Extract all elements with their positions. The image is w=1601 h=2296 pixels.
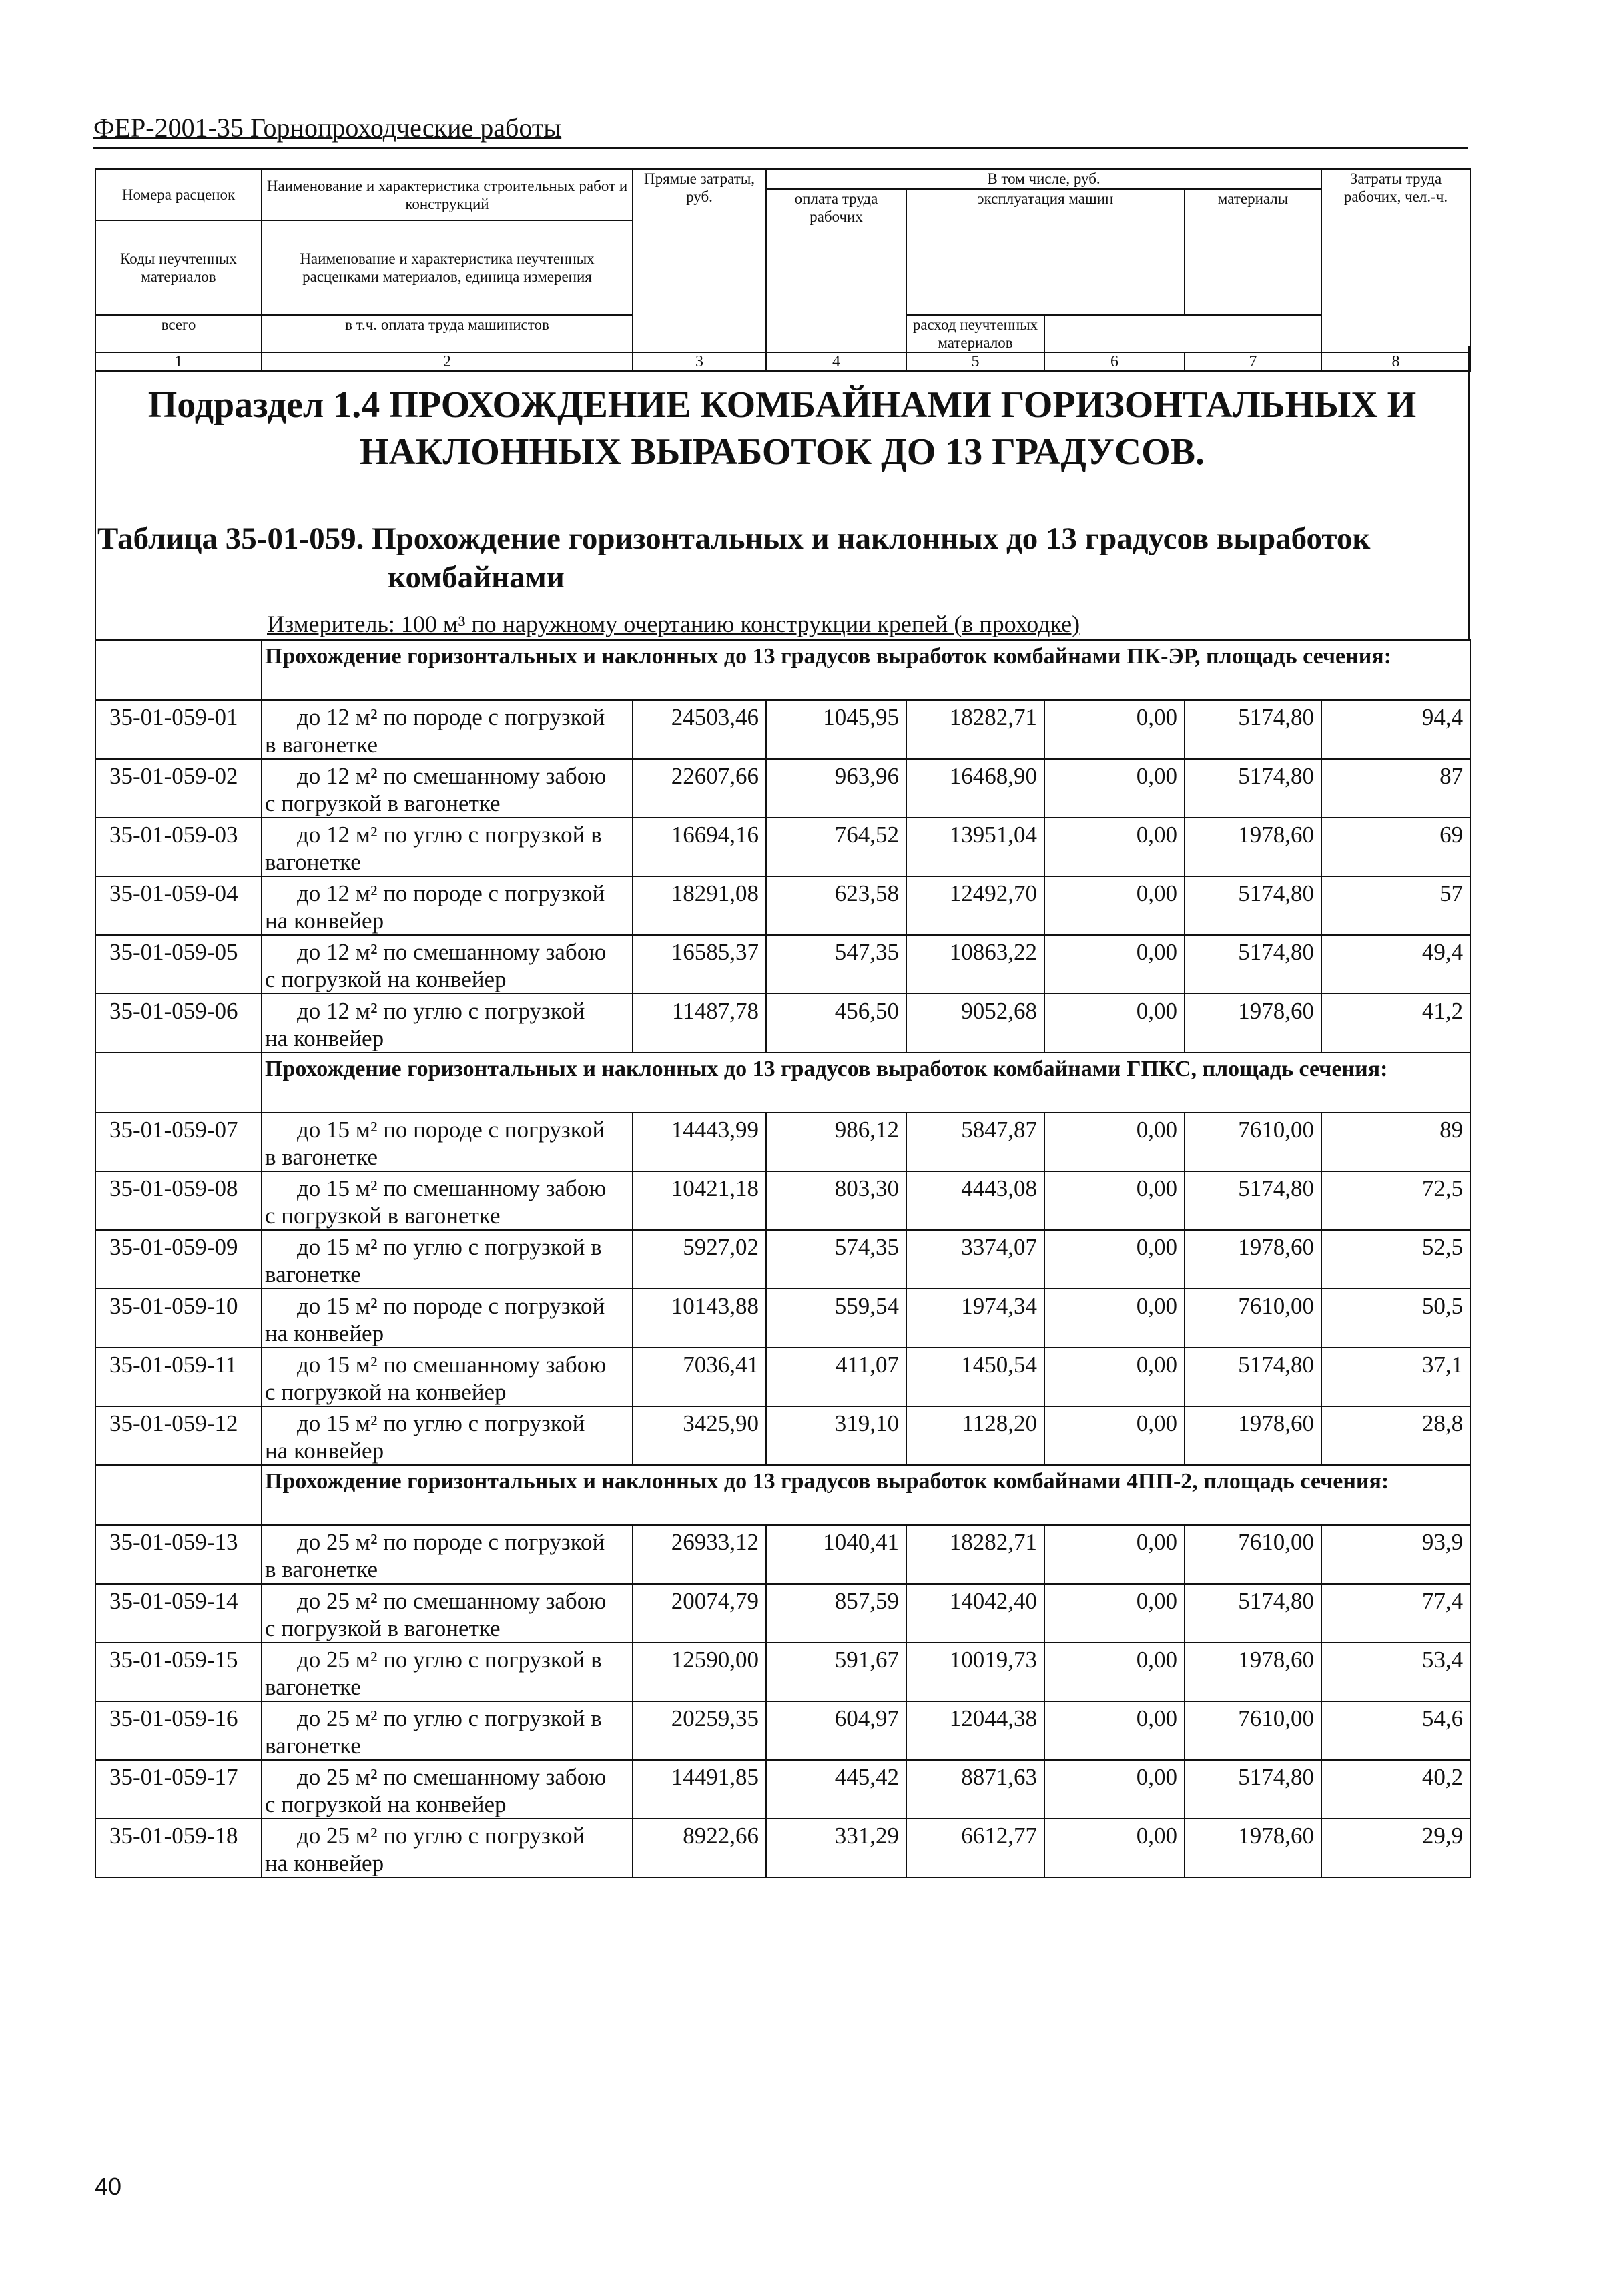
direct-cost: 14443,99 xyxy=(633,1113,766,1171)
machinist-labor-cost: 0,00 xyxy=(1044,1348,1185,1406)
work-description-line2: с погрузкой на конвейер xyxy=(265,1791,507,1817)
direct-cost: 3425,90 xyxy=(633,1406,766,1465)
work-description-line2: с погрузкой на конвейер xyxy=(265,1379,507,1405)
direct-cost: 12590,00 xyxy=(633,1643,766,1701)
materials-cost: 5174,80 xyxy=(1185,935,1321,994)
direct-cost: 16585,37 xyxy=(633,935,766,994)
work-description-line1: до 15 м² по породе с погрузкой xyxy=(297,1117,605,1143)
direct-cost: 20259,35 xyxy=(633,1701,766,1760)
header-col7: расход неучтенных материалов xyxy=(906,315,1044,352)
labor-hours: 54,6 xyxy=(1321,1701,1470,1760)
machine-cost: 8871,63 xyxy=(906,1760,1044,1819)
materials-cost: 7610,00 xyxy=(1185,1525,1321,1584)
labor-cost: 803,30 xyxy=(766,1171,906,1230)
labor-hours: 50,5 xyxy=(1321,1289,1470,1348)
col-number: 4 xyxy=(766,352,906,371)
work-description-line2: на конвейер xyxy=(265,908,384,934)
labor-hours: 69 xyxy=(1321,818,1470,876)
machinist-labor-cost: 0,00 xyxy=(1044,1113,1185,1171)
col-number: 6 xyxy=(1044,352,1185,371)
rate-code: 35-01-059-15 xyxy=(95,1643,262,1701)
work-description-line1: до 25 м² по углю с погрузкой в xyxy=(297,1705,602,1731)
table-row xyxy=(95,1289,1470,1348)
blank-cell xyxy=(95,640,262,700)
direct-cost: 24503,46 xyxy=(633,700,766,759)
table-row xyxy=(95,1113,1470,1171)
rate-code: 35-01-059-16 xyxy=(95,1701,262,1760)
labor-hours: 41,2 xyxy=(1321,994,1470,1053)
work-description-line1: до 12 м² по углю с погрузкой xyxy=(297,998,585,1024)
materials-cost: 1978,60 xyxy=(1185,1230,1321,1289)
machinist-labor-cost: 0,00 xyxy=(1044,818,1185,876)
labor-cost: 1045,95 xyxy=(766,700,906,759)
machine-cost: 18282,71 xyxy=(906,700,1044,759)
table-row xyxy=(95,1584,1470,1643)
table-row xyxy=(95,700,1470,759)
header-group-materials: материалы xyxy=(1185,189,1321,315)
work-description-line1: до 15 м² по углю с погрузкой xyxy=(297,1410,585,1436)
work-description xyxy=(262,1171,633,1230)
table-row xyxy=(95,759,1470,818)
table-row xyxy=(95,1701,1470,1760)
machine-cost: 1974,34 xyxy=(906,1289,1044,1348)
work-description-line1: до 12 м² по породе с погрузкой xyxy=(297,704,605,730)
work-description xyxy=(262,1230,633,1289)
machinist-labor-cost: 0,00 xyxy=(1044,935,1185,994)
table-row xyxy=(95,876,1470,935)
machinist-labor-cost: 0,00 xyxy=(1044,1701,1185,1760)
header-col1 xyxy=(95,169,262,315)
group-row xyxy=(95,1465,1470,1525)
work-description xyxy=(262,1819,633,1878)
labor-hours: 72,5 xyxy=(1321,1171,1470,1230)
rate-code: 35-01-059-02 xyxy=(95,759,262,818)
rate-code: 35-01-059-11 xyxy=(95,1348,262,1406)
table-row xyxy=(95,1525,1470,1584)
work-description-line2: на конвейер xyxy=(265,1850,384,1876)
work-description-line2: с погрузкой в вагонетке xyxy=(265,790,501,816)
machine-cost: 1128,20 xyxy=(906,1406,1044,1465)
machine-cost: 10863,22 xyxy=(906,935,1044,994)
direct-cost: 26933,12 xyxy=(633,1525,766,1584)
direct-cost: 18291,08 xyxy=(633,876,766,935)
table-row xyxy=(95,818,1470,876)
work-description-line2: с погрузкой в вагонетке xyxy=(265,1203,501,1229)
page-number: 40 xyxy=(95,2173,122,2200)
work-description-line2: в вагонетке xyxy=(265,1144,378,1170)
table-row xyxy=(95,994,1470,1053)
work-description xyxy=(262,994,633,1053)
labor-cost: 857,59 xyxy=(766,1584,906,1643)
table-title-line1: Таблица 35-01-059. Прохождение горизонтальных и наклонных до 13 градусов выработок xyxy=(97,521,1371,556)
header-col5: всего xyxy=(95,315,262,352)
machine-cost: 18282,71 xyxy=(906,1525,1044,1584)
machinist-labor-cost: 0,00 xyxy=(1044,759,1185,818)
labor-hours: 49,4 xyxy=(1321,935,1470,994)
work-description xyxy=(262,818,633,876)
work-description xyxy=(262,1406,633,1465)
direct-cost: 14491,85 xyxy=(633,1760,766,1819)
running-header: ФЕР-2001-35 Горнопроходческие работы xyxy=(93,112,1468,149)
machine-cost: 6612,77 xyxy=(906,1819,1044,1878)
header-col2 xyxy=(262,169,633,315)
work-description xyxy=(262,1643,633,1701)
measurement-unit: Измеритель: 100 м³ по наружному очертанию конструкции крепей (в проходке) xyxy=(267,611,1080,637)
rate-code: 35-01-059-10 xyxy=(95,1289,262,1348)
machinist-labor-cost: 0,00 xyxy=(1044,1230,1185,1289)
machinist-labor-cost: 0,00 xyxy=(1044,700,1185,759)
work-description xyxy=(262,1525,633,1584)
header-col2-top: Наименование и характеристика строительных работ и конструкций xyxy=(262,170,632,221)
group-row xyxy=(95,640,1470,700)
machine-cost: 10019,73 xyxy=(906,1643,1044,1701)
work-description xyxy=(262,1760,633,1819)
materials-cost: 1978,60 xyxy=(1185,1406,1321,1465)
work-description-line2: на конвейер xyxy=(265,1320,384,1346)
work-description-line1: до 15 м² по смешанному забою xyxy=(297,1175,607,1201)
materials-cost: 5174,80 xyxy=(1185,700,1321,759)
materials-cost: 5174,80 xyxy=(1185,1171,1321,1230)
rate-code: 35-01-059-12 xyxy=(95,1406,262,1465)
labor-hours: 29,9 xyxy=(1321,1819,1470,1878)
labor-cost: 319,10 xyxy=(766,1406,906,1465)
work-description xyxy=(262,935,633,994)
work-description-line2: в вагонетке xyxy=(265,1556,378,1583)
table-row xyxy=(95,1171,1470,1230)
col-number: 7 xyxy=(1185,352,1321,371)
table-row xyxy=(95,1760,1470,1819)
direct-cost: 10421,18 xyxy=(633,1171,766,1230)
labor-cost: 764,52 xyxy=(766,818,906,876)
labor-cost: 623,58 xyxy=(766,876,906,935)
labor-hours: 57 xyxy=(1321,876,1470,935)
materials-cost: 7610,00 xyxy=(1185,1113,1321,1171)
group-row xyxy=(95,1053,1470,1113)
labor-hours: 89 xyxy=(1321,1113,1470,1171)
col-number: 1 xyxy=(95,352,262,371)
labor-cost: 604,97 xyxy=(766,1701,906,1760)
rate-code: 35-01-059-08 xyxy=(95,1171,262,1230)
header-col3: Прямые затраты, руб. xyxy=(633,169,766,352)
rate-code: 35-01-059-03 xyxy=(95,818,262,876)
rate-code: 35-01-059-13 xyxy=(95,1525,262,1584)
rates-table xyxy=(95,639,1471,1878)
work-description-line2: в вагонетке xyxy=(265,732,378,758)
materials-cost: 1978,60 xyxy=(1185,994,1321,1053)
machine-cost: 5847,87 xyxy=(906,1113,1044,1171)
machinist-labor-cost: 0,00 xyxy=(1044,994,1185,1053)
machinist-labor-cost: 0,00 xyxy=(1044,1289,1185,1348)
work-description-line2: с погрузкой в вагонетке xyxy=(265,1615,501,1641)
work-description-line1: до 15 м² по породе с погрузкой xyxy=(297,1293,605,1319)
group-title: Прохождение горизонтальных и наклонных до 13 градусов выработок комбайнами ПК-ЭР, площадь сечения: xyxy=(262,640,1470,700)
materials-cost: 5174,80 xyxy=(1185,1348,1321,1406)
col-number: 3 xyxy=(633,352,766,371)
direct-cost: 16694,16 xyxy=(633,818,766,876)
table-title xyxy=(97,519,1466,597)
rate-code: 35-01-059-07 xyxy=(95,1113,262,1171)
labor-hours: 94,4 xyxy=(1321,700,1470,759)
group-title: Прохождение горизонтальных и наклонных до 13 градусов выработок комбайнами 4ПП-2, площадь сечения: xyxy=(262,1465,1470,1525)
work-description-line1: до 15 м² по смешанному забою xyxy=(297,1352,607,1378)
materials-cost: 1978,60 xyxy=(1185,1643,1321,1701)
machinist-labor-cost: 0,00 xyxy=(1044,1819,1185,1878)
work-description-line2: с погрузкой на конвейер xyxy=(265,966,507,992)
materials-cost: 5174,80 xyxy=(1185,876,1321,935)
work-description-line1: до 25 м² по углю с погрузкой xyxy=(297,1823,585,1849)
rate-code: 35-01-059-04 xyxy=(95,876,262,935)
table-row xyxy=(95,1406,1470,1465)
labor-hours: 93,9 xyxy=(1321,1525,1470,1584)
header-group-incl: В том числе, руб. xyxy=(766,169,1321,189)
machine-cost: 1450,54 xyxy=(906,1348,1044,1406)
work-description-line1: до 15 м² по углю с погрузкой в xyxy=(297,1234,602,1260)
table-title-line2: комбайнами xyxy=(388,560,565,595)
machine-cost: 12492,70 xyxy=(906,876,1044,935)
labor-hours: 40,2 xyxy=(1321,1760,1470,1819)
table-row xyxy=(95,935,1470,994)
rate-code: 35-01-059-09 xyxy=(95,1230,262,1289)
labor-cost: 559,54 xyxy=(766,1289,906,1348)
work-description-line1: до 25 м² по породе с погрузкой xyxy=(297,1529,605,1555)
labor-hours: 37,1 xyxy=(1321,1348,1470,1406)
blank-cell xyxy=(95,1053,262,1113)
work-description-line2: вагонетке xyxy=(265,1674,361,1700)
direct-cost: 20074,79 xyxy=(633,1584,766,1643)
header-col2-bottom: Наименование и характеристика неучтенных расценками материалов, единица измерения xyxy=(300,250,595,285)
labor-cost: 963,96 xyxy=(766,759,906,818)
table-row xyxy=(95,1643,1470,1701)
machine-cost: 13951,04 xyxy=(906,818,1044,876)
labor-cost: 986,12 xyxy=(766,1113,906,1171)
machine-cost: 4443,08 xyxy=(906,1171,1044,1230)
header-group-machines: эксплуатация машин xyxy=(906,189,1185,315)
direct-cost: 11487,78 xyxy=(633,994,766,1053)
direct-cost: 22607,66 xyxy=(633,759,766,818)
work-description xyxy=(262,1289,633,1348)
col-number: 8 xyxy=(1321,352,1470,371)
rate-code: 35-01-059-17 xyxy=(95,1760,262,1819)
direct-cost: 5927,02 xyxy=(633,1230,766,1289)
work-description-line1: до 12 м² по смешанному забою xyxy=(297,939,607,965)
work-description-line1: до 12 м² по смешанному забою xyxy=(297,763,607,789)
rate-code: 35-01-059-18 xyxy=(95,1819,262,1878)
labor-cost: 1040,41 xyxy=(766,1525,906,1584)
machinist-labor-cost: 0,00 xyxy=(1044,1584,1185,1643)
materials-cost: 1978,60 xyxy=(1185,1819,1321,1878)
rate-code: 35-01-059-14 xyxy=(95,1584,262,1643)
header-col4: оплата труда рабочих xyxy=(766,189,906,352)
group-title: Прохождение горизонтальных и наклонных до 13 градусов выработок комбайнами ГПКС, площадь сечения: xyxy=(262,1053,1470,1113)
machine-cost: 3374,07 xyxy=(906,1230,1044,1289)
labor-hours: 52,5 xyxy=(1321,1230,1470,1289)
work-description xyxy=(262,759,633,818)
labor-cost: 331,29 xyxy=(766,1819,906,1878)
work-description xyxy=(262,1348,633,1406)
rate-code: 35-01-059-01 xyxy=(95,700,262,759)
direct-cost: 8922,66 xyxy=(633,1819,766,1878)
work-description-line2: вагонетке xyxy=(265,849,361,875)
col-number: 2 xyxy=(262,352,633,371)
work-description-line1: до 12 м² по породе с погрузкой xyxy=(297,880,605,906)
header-col1-top: Номера расценок xyxy=(96,170,261,221)
machinist-labor-cost: 0,00 xyxy=(1044,1171,1185,1230)
direct-cost: 7036,41 xyxy=(633,1348,766,1406)
work-description-line1: до 25 м² по смешанному забою xyxy=(297,1588,607,1614)
machinist-labor-cost: 0,00 xyxy=(1044,1760,1185,1819)
rate-code: 35-01-059-05 xyxy=(95,935,262,994)
work-description-line1: до 12 м² по углю с погрузкой в xyxy=(297,822,602,848)
materials-cost: 5174,80 xyxy=(1185,1584,1321,1643)
work-description xyxy=(262,1701,633,1760)
labor-cost: 445,42 xyxy=(766,1760,906,1819)
materials-cost: 5174,80 xyxy=(1185,759,1321,818)
header-col1-bottom: Коды неучтенных материалов xyxy=(120,250,237,285)
work-description-line2: вагонетке xyxy=(265,1733,361,1759)
table-row xyxy=(95,1348,1470,1406)
machinist-labor-cost: 0,00 xyxy=(1044,1406,1185,1465)
work-description-line2: вагонетке xyxy=(265,1261,361,1287)
labor-cost: 456,50 xyxy=(766,994,906,1053)
machine-cost: 12044,38 xyxy=(906,1701,1044,1760)
machine-cost: 16468,90 xyxy=(906,759,1044,818)
header-col6: в т.ч. оплата труда машинистов xyxy=(262,315,633,352)
work-description xyxy=(262,876,633,935)
direct-cost: 10143,88 xyxy=(633,1289,766,1348)
header-col8: Затраты труда рабочих, чел.-ч. xyxy=(1321,169,1470,352)
materials-cost: 7610,00 xyxy=(1185,1289,1321,1348)
labor-cost: 574,35 xyxy=(766,1230,906,1289)
machinist-labor-cost: 0,00 xyxy=(1044,876,1185,935)
work-description xyxy=(262,1113,633,1171)
labor-cost: 591,67 xyxy=(766,1643,906,1701)
work-description-line1: до 25 м² по углю с погрузкой в xyxy=(297,1647,602,1673)
table-row xyxy=(95,1230,1470,1289)
machine-cost: 14042,40 xyxy=(906,1584,1044,1643)
blank-cell xyxy=(95,1465,262,1525)
subsection-title: Подраздел 1.4 ПРОХОЖДЕНИЕ КОМБАЙНАМИ ГОРИЗОНТАЛЬНЫХ И НАКЛОННЫХ ВЫРАБОТОК ДО 13 ГРАДУСОВ. xyxy=(147,384,1417,473)
work-description-line2: на конвейер xyxy=(265,1438,384,1464)
materials-cost: 5174,80 xyxy=(1185,1760,1321,1819)
labor-hours: 28,8 xyxy=(1321,1406,1470,1465)
machinist-labor-cost: 0,00 xyxy=(1044,1643,1185,1701)
work-description-line1: до 25 м² по смешанному забою xyxy=(297,1764,607,1790)
labor-cost: 411,07 xyxy=(766,1348,906,1406)
table-row xyxy=(95,1819,1470,1878)
materials-cost: 1978,60 xyxy=(1185,818,1321,876)
machinist-labor-cost: 0,00 xyxy=(1044,1525,1185,1584)
labor-hours: 87 xyxy=(1321,759,1470,818)
labor-cost: 547,35 xyxy=(766,935,906,994)
labor-hours: 53,4 xyxy=(1321,1643,1470,1701)
table-header xyxy=(95,168,1471,372)
rate-code: 35-01-059-06 xyxy=(95,994,262,1053)
labor-hours: 77,4 xyxy=(1321,1584,1470,1643)
col-number: 5 xyxy=(906,352,1044,371)
machine-cost: 9052,68 xyxy=(906,994,1044,1053)
materials-cost: 7610,00 xyxy=(1185,1701,1321,1760)
work-description xyxy=(262,700,633,759)
work-description-line2: на конвейер xyxy=(265,1025,384,1051)
work-description xyxy=(262,1584,633,1643)
